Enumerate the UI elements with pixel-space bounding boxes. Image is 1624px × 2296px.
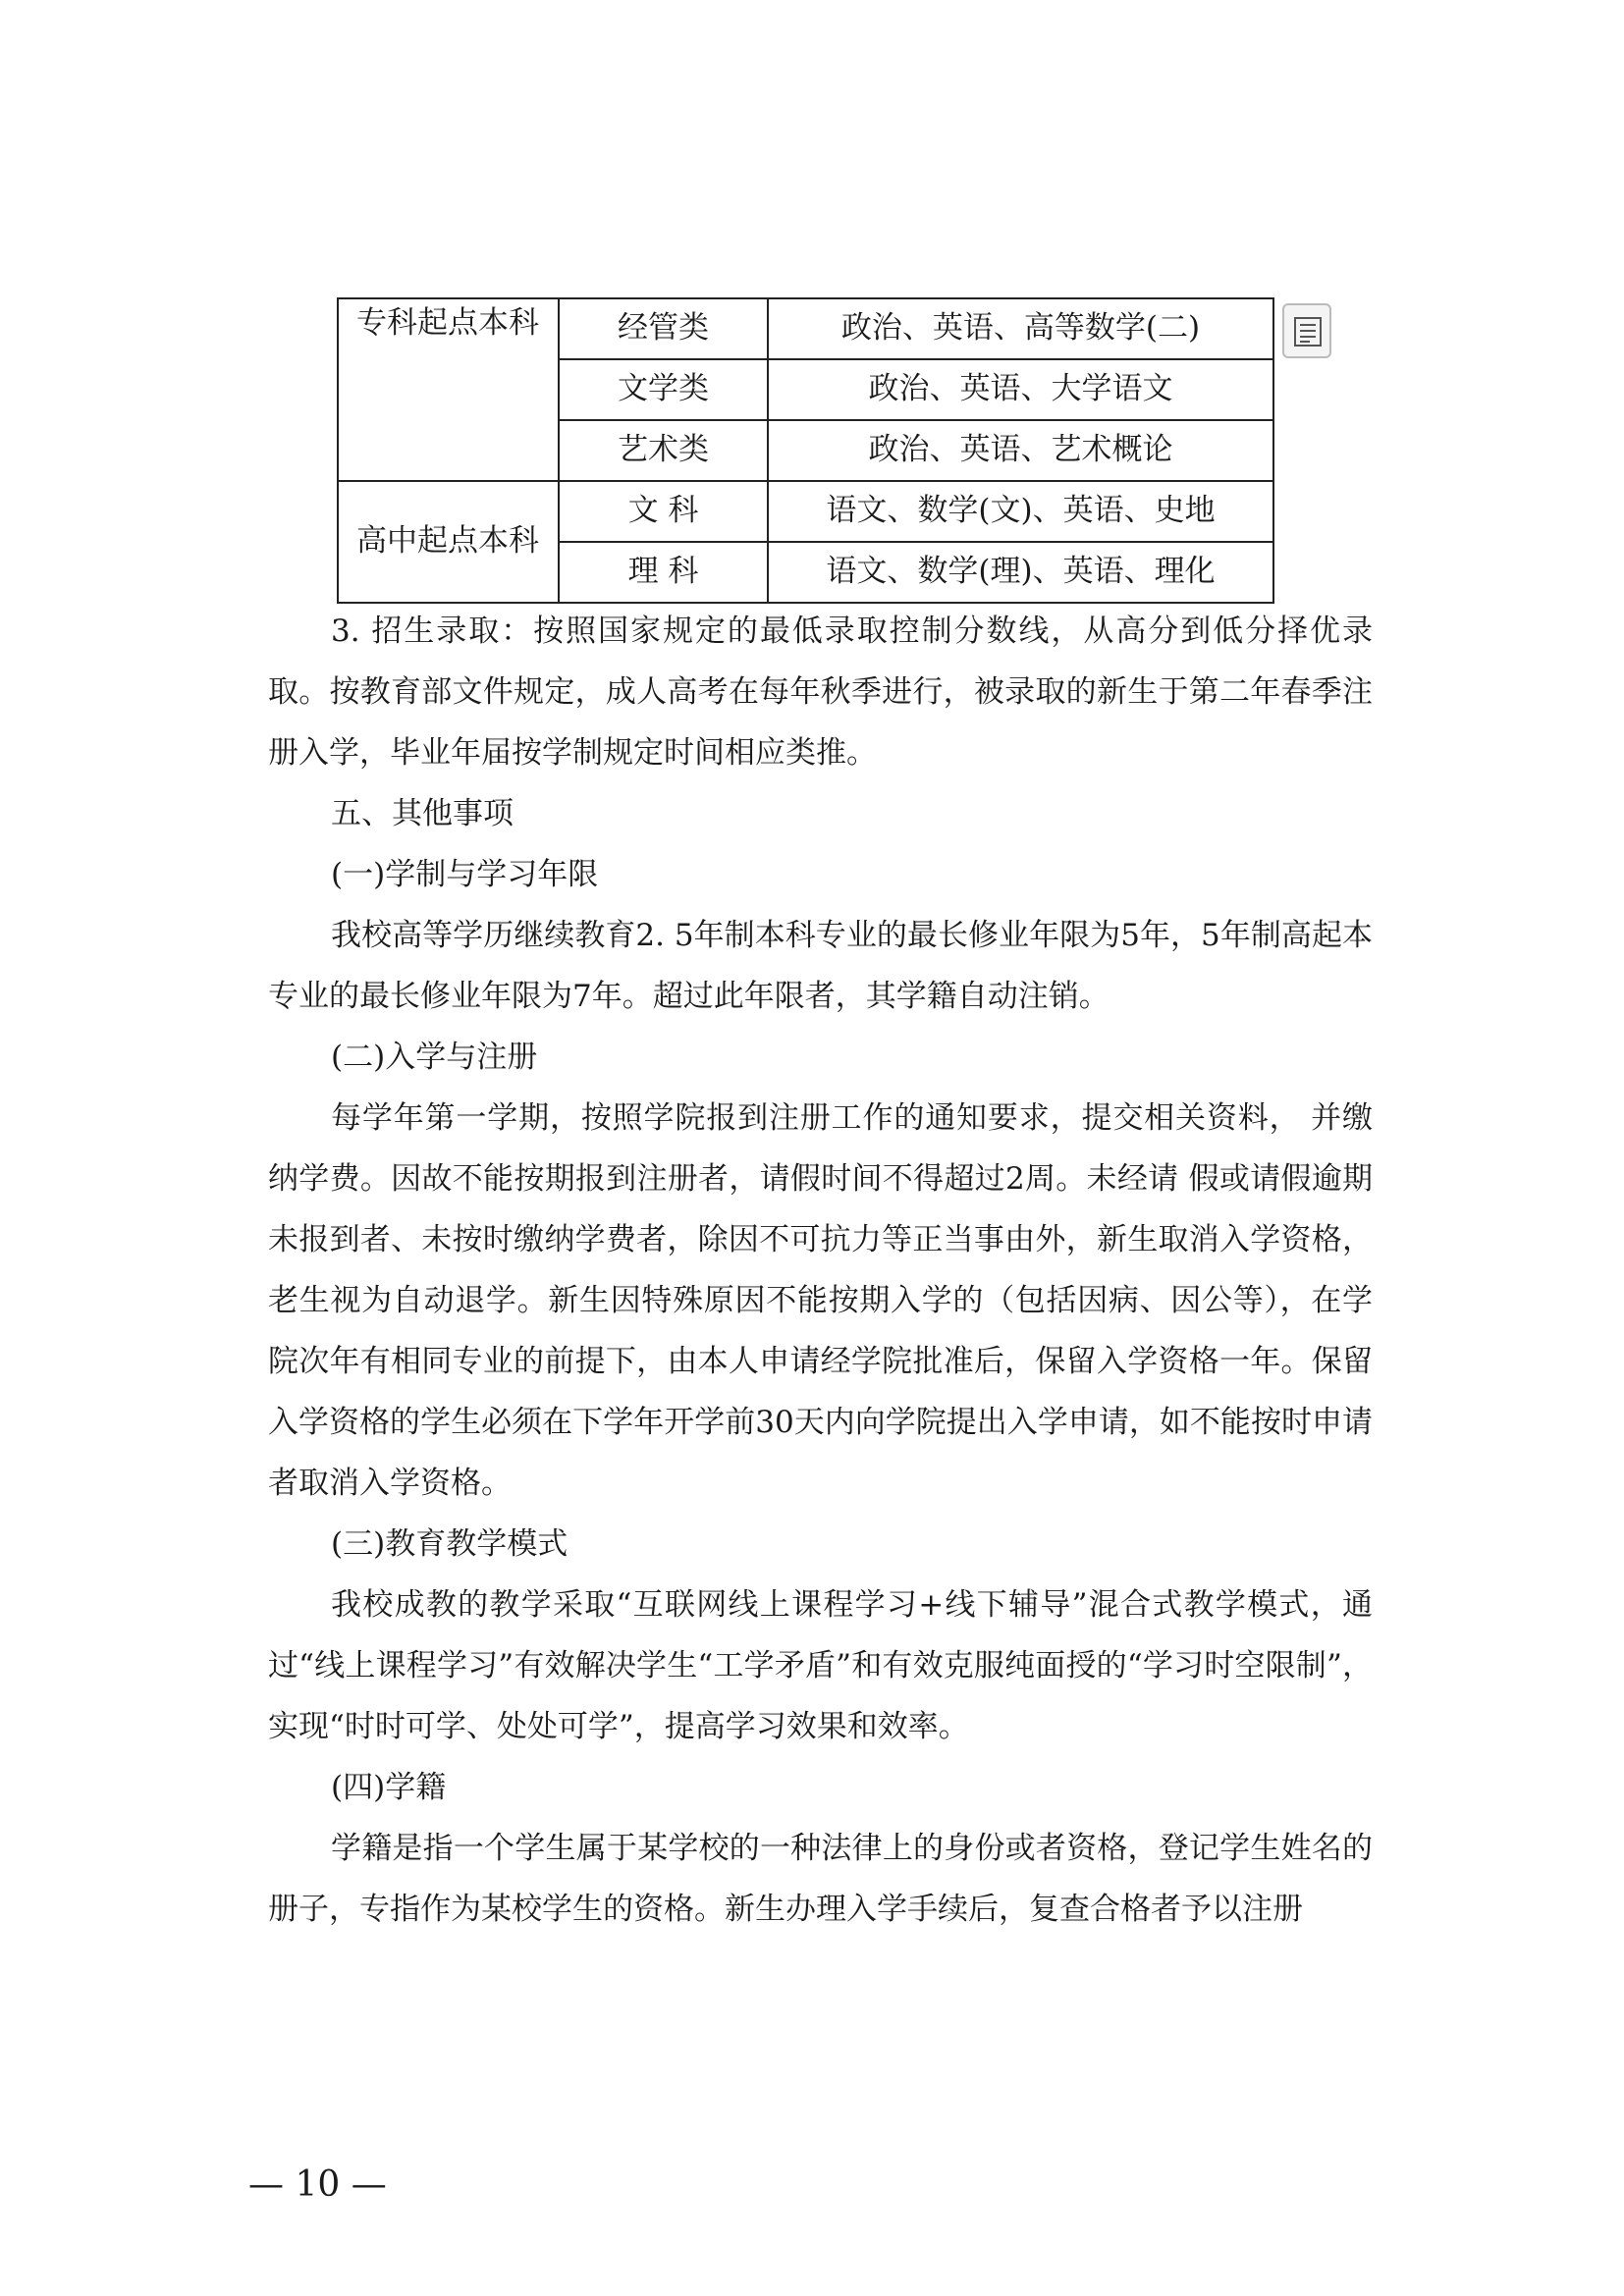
exam-subjects-cell: 政治、英语、高等数学(二) — [768, 298, 1273, 359]
paragraph: 每学年第一学期，按照学院报到注册工作的通知要求，提交相关资料， 并缴纳学费。因故不能按期报到注册者，请假时间不得超过2周。未经请 假或请假逾期未报到者、未按时缴纳学费者，除因不可抗力等正当事由外，新生取消入学资格，老生视为自动退学。新生因特殊原因不能按期入学的（包括因病、因公等），在学院次年有相同专业的前提下，由本人申请经学院批准后，保留入学资格一年。保留入学资格的学生必须在下学年开学前30天内向学院提出入学申请，如不能按时申请者取消入学资格。 — [268, 1100, 1373, 1501]
subject-class-cell: 艺术类 — [559, 420, 768, 481]
category-cell: 专科起点本科 — [338, 298, 559, 481]
page-number: — 10 — — [248, 2164, 387, 2205]
paragraph: 我校高等学历继续教育2. 5年制本科专业的最长修业年限为5年，5年制高起本专业的最长修业年限为7年。超过此年限者，其学籍自动注销。 — [268, 918, 1373, 1014]
paragraph: 学籍是指一个学生属于某学校的一种法律上的身份或者资格，登记学生姓名的册子，专指作为某校学生的资格。新生办理入学手续后，复查合格者予以注册 — [268, 1831, 1373, 1927]
body-text — [268, 601, 1373, 1940]
subject-class-cell: 文 科 — [559, 481, 768, 542]
table-row — [338, 298, 1273, 359]
subsection-heading: (一)学制与学习年限 — [331, 857, 599, 892]
paragraph: 我校成教的教学采取“互联网线上课程学习+线下辅导”混合式教学模式，通过“线上课程学习”有效解决学生“工学矛盾”和有效克服纯面授的“学习时空限制”，实现“时时可学、处处可学”，提高学习效果和效率。 — [268, 1587, 1373, 1744]
category-cell: 高中起点本科 — [338, 481, 559, 603]
subject-class-cell: 理 科 — [559, 542, 768, 603]
subsection-heading: (三)教育教学模式 — [331, 1526, 568, 1562]
admission-paragraph: 3. 招生录取：按照国家规定的最低录取控制分数线，从高分到低分择优录取。按教育部文件规定，成人高考在每年秋季进行，被录取的新生于第二年春季注册入学，毕业年届按学制规定时间相应类推。 — [268, 614, 1373, 771]
section-heading: 五、其他事项 — [331, 796, 514, 831]
exam-subjects-cell: 语文、数学(文)、英语、史地 — [768, 481, 1273, 542]
subject-class-cell: 经管类 — [559, 298, 768, 359]
subsection-heading: (二)入学与注册 — [331, 1040, 538, 1075]
exam-subjects-cell: 政治、英语、大学语文 — [768, 359, 1273, 420]
subsection-heading: (四)学籍 — [331, 1770, 447, 1805]
exam-subjects-table — [337, 297, 1274, 604]
exam-subjects-cell: 政治、英语、艺术概论 — [768, 420, 1273, 481]
exam-subjects-cell: 语文、数学(理)、英语、理化 — [768, 542, 1273, 603]
table-row — [338, 481, 1273, 542]
document-scan-icon[interactable] — [1282, 303, 1331, 358]
subject-class-cell: 文学类 — [559, 359, 768, 420]
